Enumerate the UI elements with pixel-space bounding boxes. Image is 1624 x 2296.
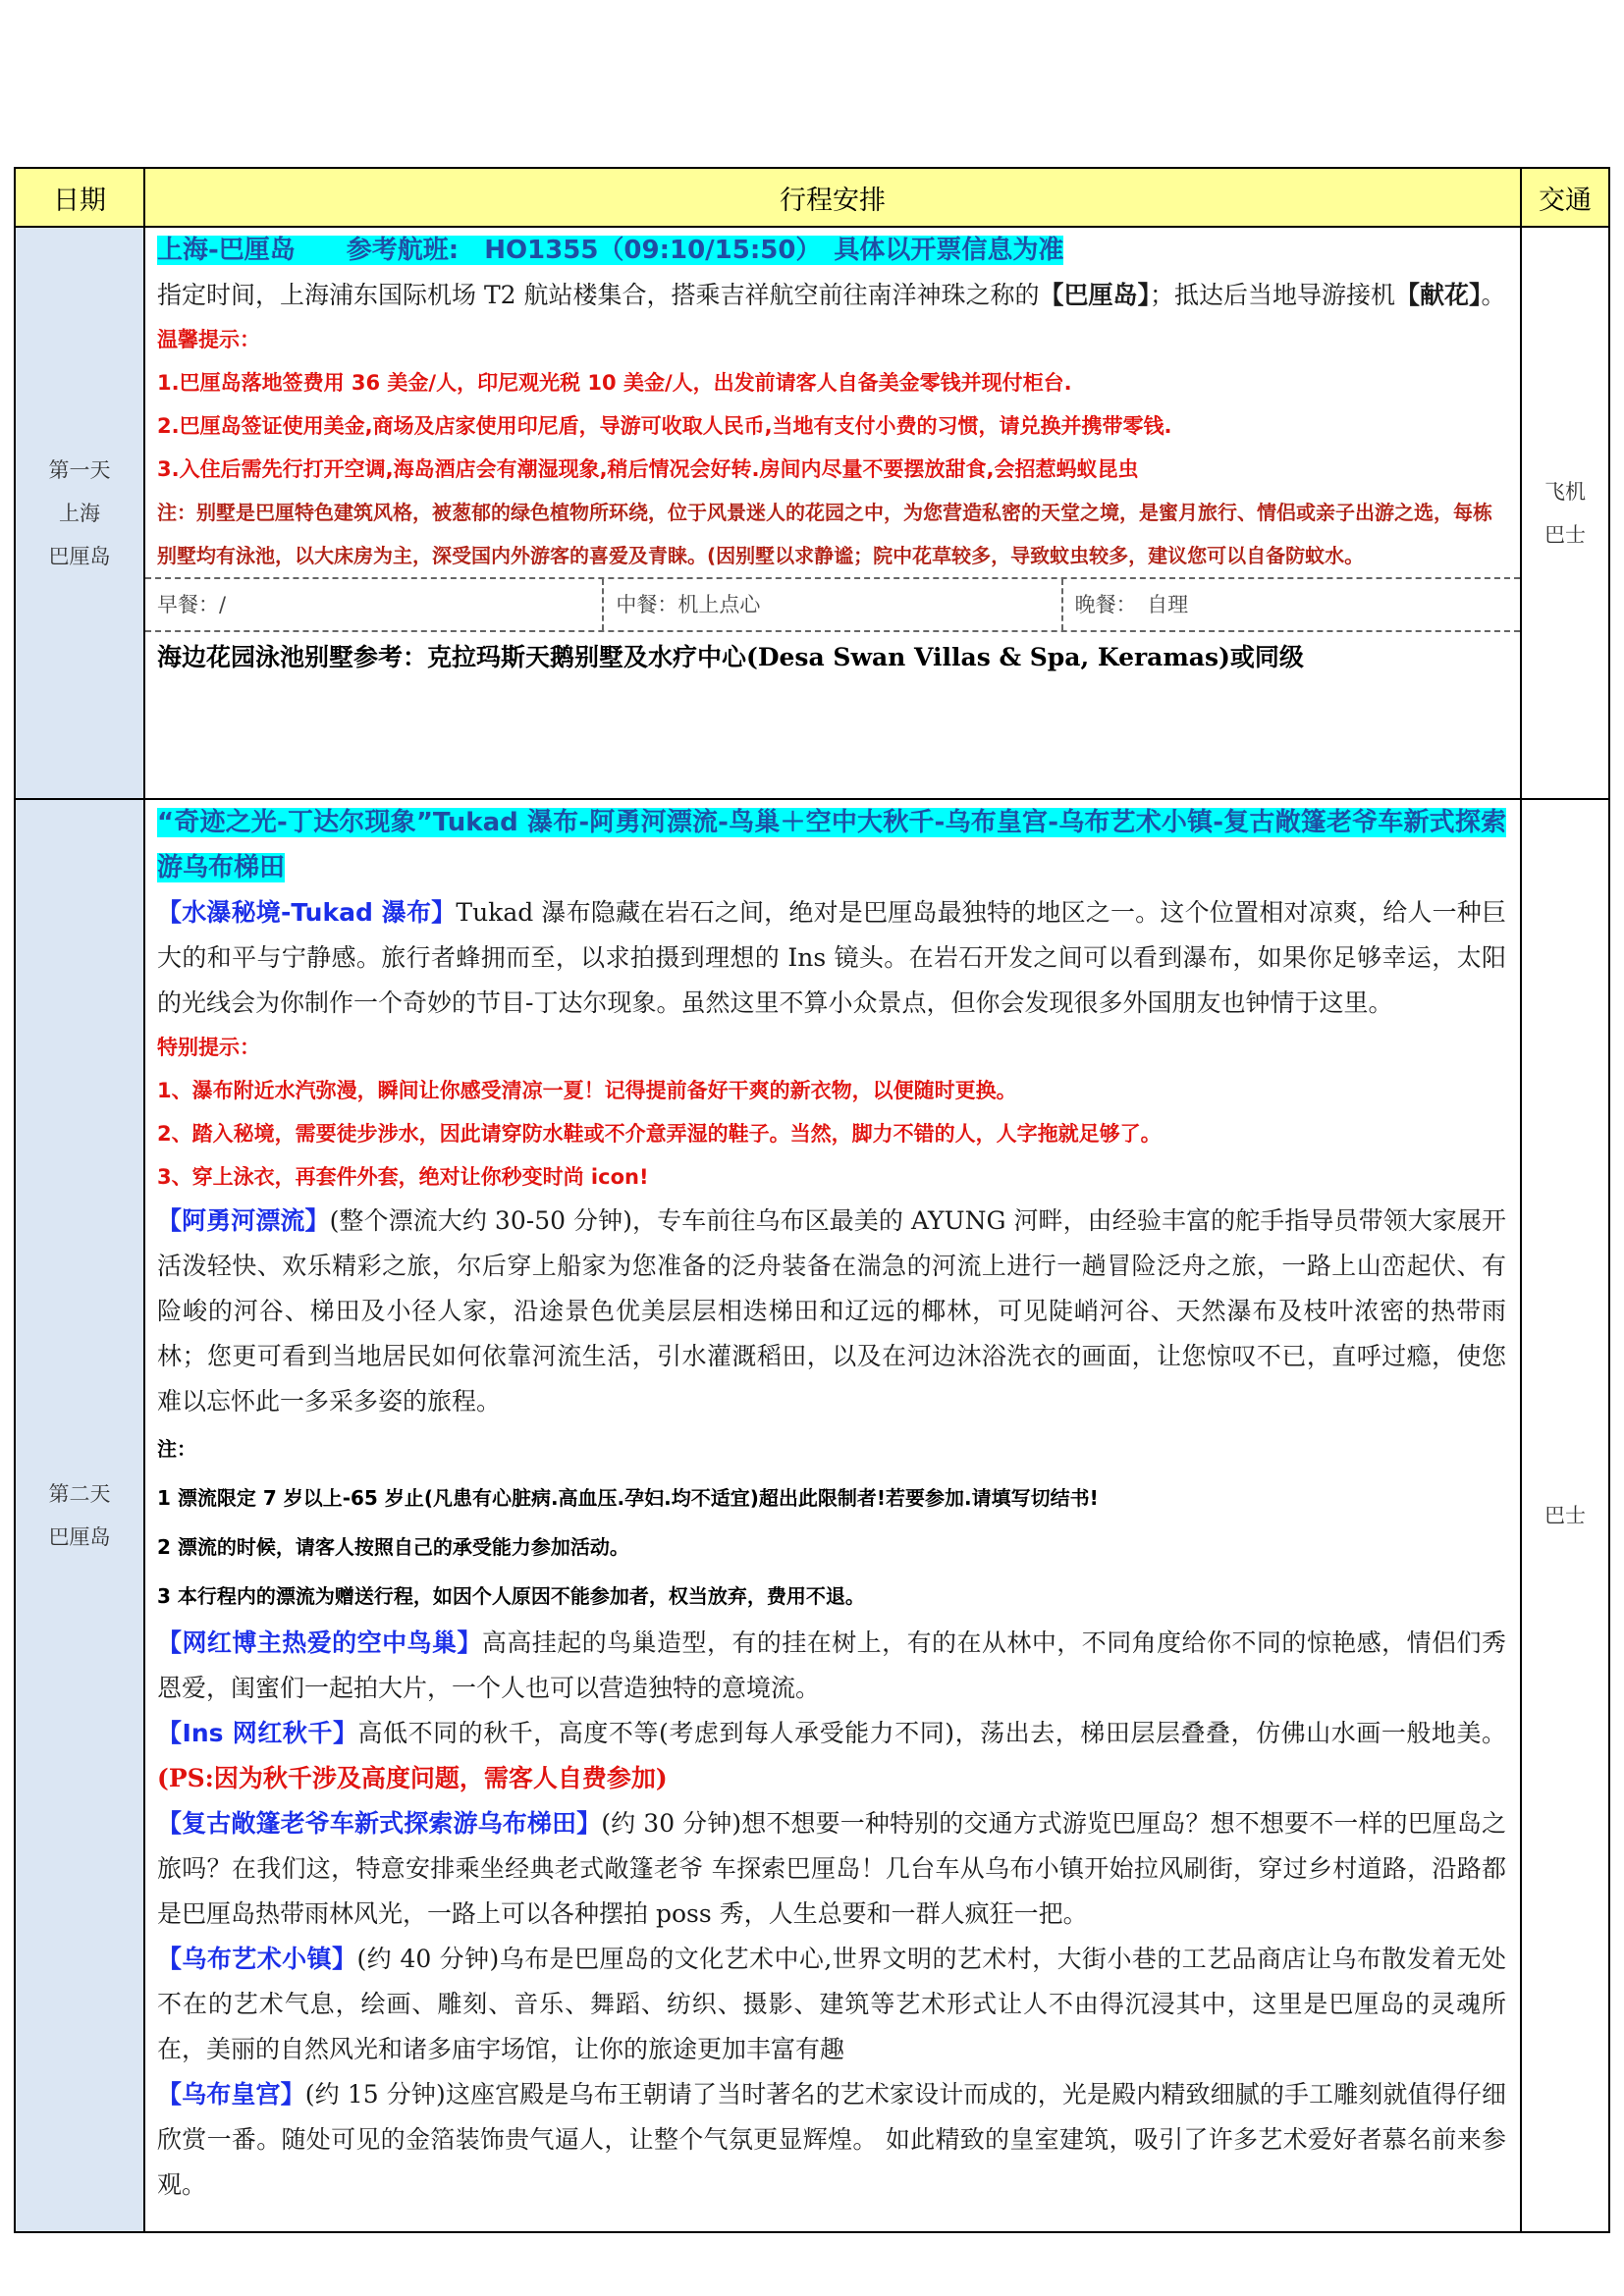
day1-city2: 巴厘岛 — [48, 544, 111, 568]
vintage-car-name: 【复古敞篷老爷车新式探索游乌布梯田】 — [157, 1809, 602, 1838]
day2-transport: 巴士 — [1521, 799, 1609, 2232]
day2-section-tukad: 【水瀑秘境-Tukad 瀑布】Tukad 瀑布隐藏在岩石之间，绝对是巴厘岛最独特的地区之一。这个位置相对凉爽，给人一种巨大的和平与宁静感。旅行者蜂拥而至，以求拍摄到理想的 Ins 镜头。在岩石开发之间可以看到瀑布，如果你足够幸运，太阳的光线会为你制作一个奇妙的节目-丁达尔现象。虽然这里不算小众景点，但你会发现很多外国朋友也钟情于这里。 — [157, 898, 1506, 1017]
swing-name: 【Ins 网红秋千】 — [157, 1719, 358, 1747]
day1-intro: 指定时间，上海浦东国际机场 T2 航站楼集合，搭乘吉祥航空前往南洋神珠之称的【巴厘岛】；抵达后当地导游接机【献花】。 — [157, 281, 1506, 309]
day2-special-2: 2、踏入秘境，需要徒步涉水，因此请穿防水鞋或不介意弄湿的鞋子。当然，脚力不错的人，人字拖就足够了。 — [157, 1122, 1162, 1146]
rafting-name: 【阿勇河漂流】 — [157, 1206, 330, 1235]
nest-name: 【网红博主热爱的空中鸟巢】 — [157, 1629, 482, 1657]
day1-breakfast: 早餐：/ — [145, 579, 604, 630]
header-date: 日期 — [15, 168, 144, 227]
day1-villa-note: 注：别墅是巴厘特色建筑风格，被葱郁的绿色植物所环绕，位于风景迷人的花园之中，为您营造私密的天堂之境，是蜜月旅行、情侣或亲子出游之选，每栋别墅均有泳池，以大床房为主，深受国内外游客的喜爱及青睐。(因别墅以求静谧；院中花草较多，导致蚊虫较多，建议您可以自备防蚊水。 — [157, 501, 1492, 567]
day2-note-1: 1 漂流限定 7 岁以上-65 岁止(凡患有心脏病.高血压.孕妇.均不适宜)超出此限制者!若要参加.请填写切结书! — [157, 1486, 1099, 1510]
day1-meals — [145, 577, 1520, 630]
day2-section-swing: 【Ins 网红秋千】高低不同的秋千，高度不等(考虑到每人承受能力不同)，荡出去，梯田层层叠叠，仿佛山水画一般地美。(PS:因为秋千涉及高度问题，需客人自费参加) — [157, 1719, 1507, 1792]
ubud-art-name: 【乌布艺术小镇】 — [157, 1945, 357, 1973]
day1-transport-bus: 巴士 — [1544, 522, 1586, 547]
itinerary-table — [14, 167, 1610, 2233]
day1-content — [144, 227, 1521, 799]
day1-tip-2: 2.巴厘岛签证使用美金,商场及店家使用印尼盾，导游可收取人民币,当地有支付小费的习惯，请兑换并携带零钱. — [157, 414, 1172, 438]
day1-tips-title: 温馨提示： — [157, 328, 260, 351]
day1-city1: 上海 — [59, 501, 100, 525]
day2-special-1: 1、瀑布附近水汽弥漫，瞬间让你感受清凉一夏！记得提前备好干爽的新衣物，以便随时更换。 — [157, 1079, 1017, 1102]
day2-content — [144, 799, 1521, 2232]
day2-section-nest: 【网红博主热爱的空中鸟巢】高高挂起的鸟巢造型，有的挂在树上，有的在从林中，不同角度给你不同的惊艳感，情侣们秀恩爱，闺蜜们一起拍大片，一个人也可以营造独特的意境流。 — [157, 1629, 1506, 1702]
day1-lunch: 中餐：机上点心 — [604, 579, 1062, 630]
day2-label — [15, 799, 144, 2232]
header-transport: 交通 — [1521, 168, 1609, 227]
day2-section-ubud-palace: 【乌布皇宫】(约 15 分钟)这座宫殿是乌布王朝请了当时著名的艺术家设计而成的，光是殿内精致细腻的手工雕刻就值得仔细欣赏一番。随处可见的金箔装饰贵气逼人，让整个气氛更显辉煌。 如此精致的皇室建筑，吸引了许多艺术爱好者慕名前来参观。 — [157, 2080, 1506, 2199]
day1-row — [15, 227, 1609, 799]
day1-transport — [1521, 227, 1609, 799]
ubud-palace-name: 【乌布皇宫】 — [157, 2080, 305, 2109]
day1-day: 第一天 — [48, 457, 111, 482]
day2-note-2: 2 漂流的时候，请客人按照自己的承受能力参加活动。 — [157, 1535, 629, 1559]
day1-hotel: 海边花园泳池别墅参考：克拉玛斯天鹅别墅及水疗中心(Desa Swan Villas & Spa, Keramas)或同级 — [145, 630, 1520, 683]
day2-special-title: 特别提示： — [157, 1036, 260, 1059]
day2-section-rafting: 【阿勇河漂流】(整个漂流大约 30-50 分钟)，专车前往乌布区最美的 AYUNG 河畔，由经验丰富的舵手指导员带领大家展开活泼轻快、欢乐精彩之旅，尔后穿上船家为您准备的泛舟装备在湍急的河流上进行一趟冒险泛舟之旅，一路上山峦起伏、有险峻的河谷、梯田及小径人家，沿途景色优美层层相迭梯田和辽远的椰林，可见陡峭河谷、天然瀑布及枝叶浓密的热带雨林；您更可看到当地居民如何依靠河流生活，引水灌溉稻田，以及在河边沐浴洗衣的画面，让您惊叹不已，直呼过瘾，使您难以忘怀此一多采多姿的旅程。 — [157, 1206, 1506, 1415]
day2-day: 第二天 — [48, 1482, 111, 1506]
day1-transport-flight: 飞机 — [1544, 479, 1586, 504]
day2-note-title: 注： — [157, 1437, 196, 1461]
day2-section-ubud-art: 【乌布艺术小镇】(约 40 分钟)乌布是巴厘岛的文化艺术中心,世界文明的艺术村，大街小巷的工艺品商店让乌布散发着无处不在的艺术气息，绘画、雕刻、音乐、舞蹈、纺织、摄影、建筑等艺术形式让人不由得沉浸其中，这里是巴厘岛的灵魂所在，美丽的自然风光和诸多庙宇场馆，让你的旅途更加丰富有趣 — [157, 1945, 1506, 2063]
day2-city: 巴厘岛 — [48, 1525, 111, 1549]
header-row — [15, 168, 1609, 227]
day2-row — [15, 799, 1609, 2232]
day2-note-3: 3 本行程内的漂流为赠送行程，如因个人原因不能参加者，权当放弃，费用不退。 — [157, 1584, 865, 1608]
day1-title: 上海-巴厘岛 参考航班: HO1355（09:10/15:50） 具体以开票信息为准 — [157, 236, 1064, 265]
header-itinerary: 行程安排 — [144, 168, 1521, 227]
day2-title: “奇迹之光-丁达尔现象”Tukad 瀑布-阿勇河漂流-鸟巢＋空中大秋千-乌布皇宫-乌布艺术小镇-复古敞篷老爷车新式探索游乌布梯田 — [157, 808, 1506, 882]
day1-tip-3: 3.入住后需先行打开空调,海岛酒店会有潮湿现象,稍后情况会好转.房间内尽量不要摆放甜食,会招惹蚂蚁昆虫 — [157, 457, 1139, 481]
day2-section-vintage-car: 【复古敞篷老爷车新式探索游乌布梯田】(约 30 分钟)想不想要一种特别的交通方式游览巴厘岛？想不想要不一样的巴厘岛之旅吗？在我们这，特意安排乘坐经典老式敞篷老爷 车探索巴厘岛！几台车从乌布小镇开始拉风刷街，穿过乡村道路，沿路都是巴厘岛热带雨林风光，一路上可以各种摆拍 poss 秀，人生总要和一群人疯狂一把。 — [157, 1809, 1506, 1928]
day1-label — [15, 227, 144, 799]
day1-tip-1: 1.巴厘岛落地签费用 36 美金/人，印尼观光税 10 美金/人，出发前请客人自备美金零钱并现付柜台. — [157, 371, 1072, 395]
day2-special-3: 3、穿上泳衣，再套件外套，绝对让你秒变时尚 icon! — [157, 1165, 649, 1189]
swing-ps: (PS:因为秋千涉及高度问题，需客人自费参加) — [157, 1764, 668, 1792]
tukad-name: 【水瀑秘境-Tukad 瀑布】 — [157, 898, 457, 927]
day1-dinner: 晚餐： 自理 — [1074, 593, 1189, 616]
